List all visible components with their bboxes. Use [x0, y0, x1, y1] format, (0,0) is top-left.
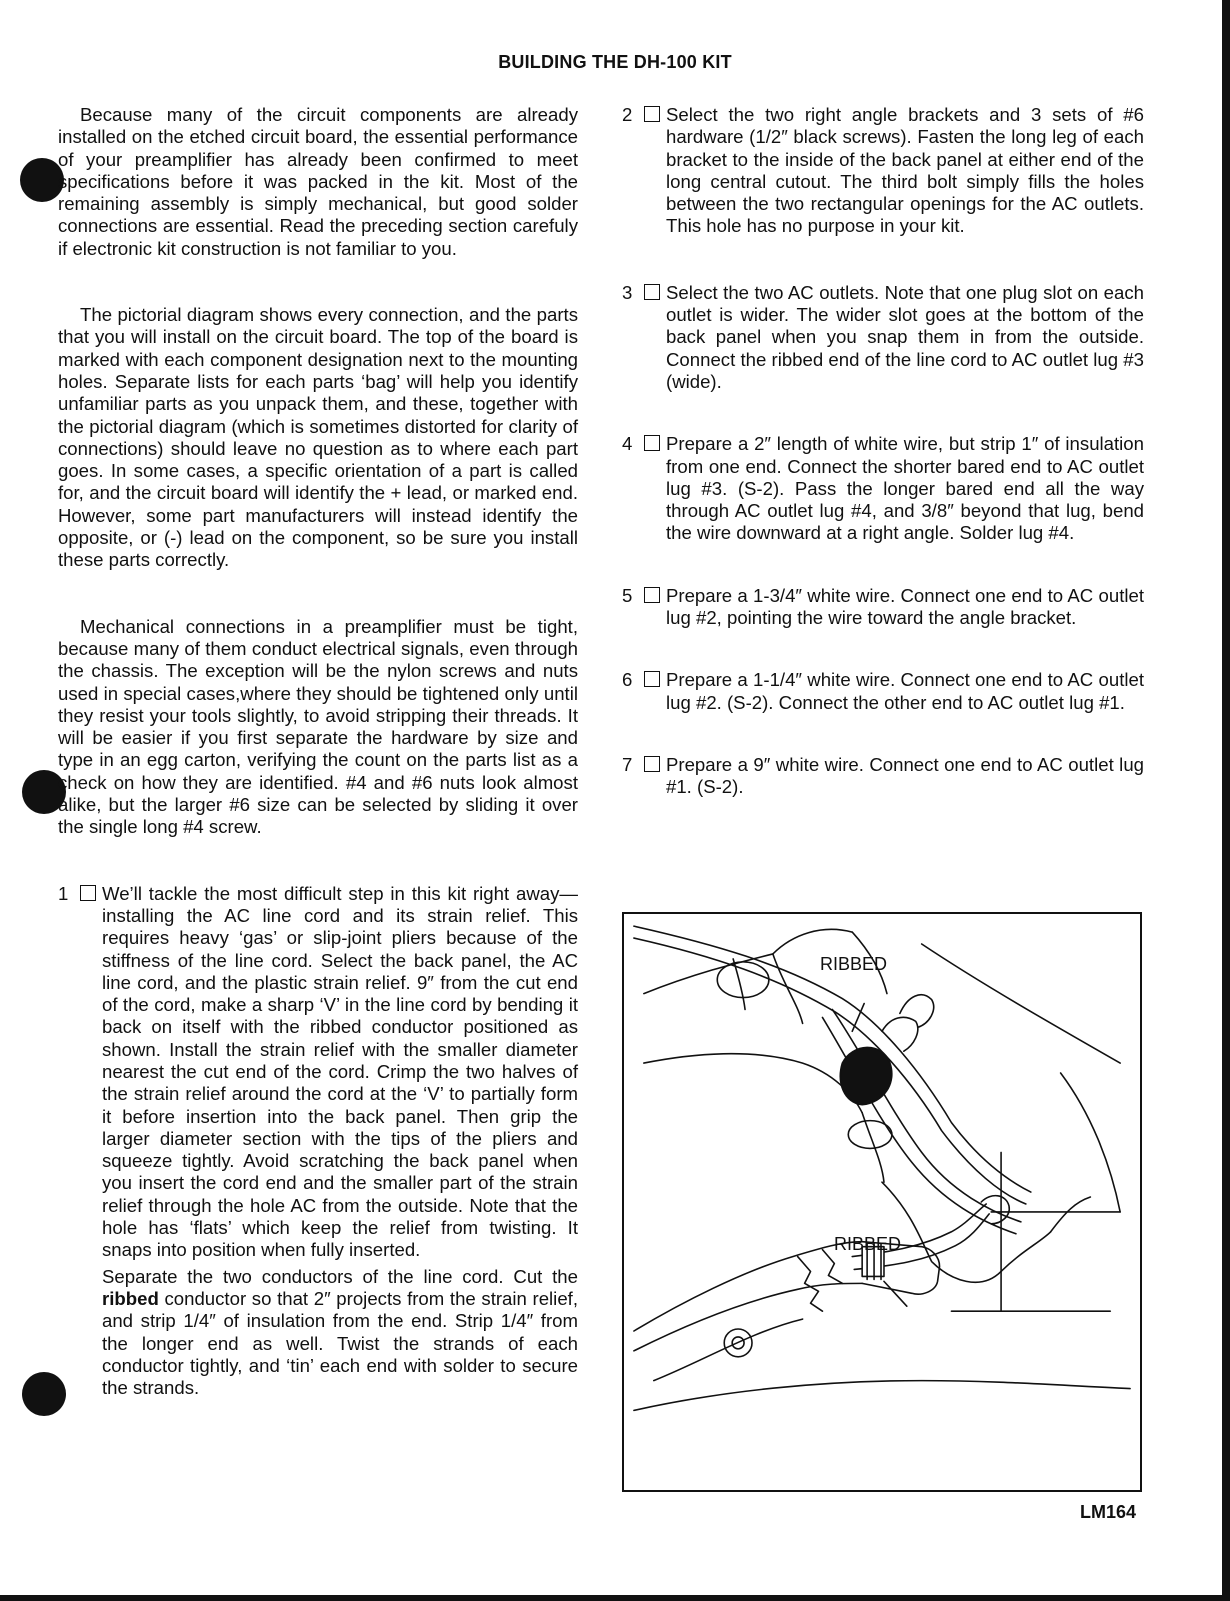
label-ribbed-bottom: RIBBED [834, 1234, 902, 1254]
step-checkbox[interactable] [644, 587, 660, 603]
step-number: 7 [622, 753, 633, 775]
step-5-text: Prepare a 1-3/4″ white wire. Connect one end to AC outlet lug #2, pointing the wire toward the angle bracket. [666, 584, 1144, 629]
page-title: BUILDING THE DH-100 KIT [498, 52, 732, 72]
step-number: 5 [622, 584, 633, 606]
step-number: 1 [58, 882, 69, 904]
step-4 [622, 433, 1144, 544]
step-3-text: Select the two AC outlets. Note that one plug slot on each outlet is wider. The wider slot goes at the bottom of the back panel when you snap them in from the outside. Connect the ribbed end of the line cord to AC outlet lug #3 (wide). [666, 281, 1144, 392]
step-5 [622, 585, 1144, 630]
step-3 [622, 282, 1144, 393]
step-7-text: Prepare a 9″ white wire. Connect one end to AC outlet lug #1. (S-2). [666, 753, 1144, 798]
step-7 [622, 754, 1144, 799]
step-2 [622, 104, 1144, 238]
step-checkbox[interactable] [644, 284, 660, 300]
left-column [58, 104, 578, 1399]
page-edge-bottom [0, 1595, 1230, 1601]
step-1-text-continued: Separate the two conductors of the line cord. Cut the ribbed conductor so that 2″ projects from the strain relief, and strip 1/4″ of insulation from the end. Strip 1/4″ from the longer end as well. Twist the strands of each conductor tightly, and ‘tin’ each end with solder to secure the strands. [102, 1265, 578, 1399]
ribbed-emphasis: ribbed [102, 1287, 159, 1309]
step-6-text: Prepare a 1-1/4″ white wire. Connect one end to AC outlet lug #2. (S-2). Connect the other end to AC outlet lug #1. [666, 669, 1144, 713]
label-ribbed-top: RIBBED [820, 954, 888, 974]
step-number: 6 [622, 669, 633, 691]
step-1 [58, 883, 578, 1400]
intro-paragraph-3: Mechanical connections in a preamplifier must be tight, because many of them conduct electrical signals, even through the chassis. The exception will be the nylon screws and nuts used in special cases,where they should be tightened only until they resist your tools slightly, to avoid stripping their threads. It will be easier if you first separate the hardware by size and type in an egg carton, verifying the count on the parts list as a check on how they are identified. #4 and #6 nuts look almost alike, but the larger #6 size can be selected by sliding it over the single long #4 screw. [58, 615, 578, 838]
line-drawing [624, 914, 1140, 1490]
step-checkbox[interactable] [644, 756, 660, 772]
right-column [622, 104, 1144, 799]
step-checkbox[interactable] [644, 671, 660, 687]
step-checkbox[interactable] [644, 435, 660, 451]
step-6 [622, 669, 1144, 714]
step-number: 4 [622, 433, 633, 455]
intro-paragraph-2: The pictorial diagram shows every connection, and the parts that you will install on the circuit board. The top of the board is marked with each component designation next to the mounting holes. Separate lists for each parts ‘bag’ will help you identify unfamiliar parts as you unpack them, and these, together with the pictorial diagram (which is sometimes distorted for clarity of connections) should leave no question as to where each part goes. In some cases, a specific orientation of a part is called for, and the circuit board will identify the + lead, or marked end. However, some part manufacturers will instead identify the opposite, or (-) lead on the component, so be sure you install these parts correctly. [58, 304, 578, 571]
intro-paragraph-1: Because many of the circuit components are already installed on the etched circuit board, the essential performance of your preamplifier has already been confirmed to meet specifications before it was packed in the kit. Most of the remaining assembly is simply mechanical, but good solder connections are essential. Read the preceding section carefuly if electronic kit construction is not familiar to you. [58, 104, 578, 259]
step-1-text: We’ll tackle the most difficult step in this kit right away—installing the AC line cord and its strain relief. This requires heavy ‘gas’ or slip-joint pliers because of the stiffness of the line cord. Select the back panel, the AC line cord, and the plastic strain relief. 9″ from the cut end of the cord, make a sharp ‘V’ in the line cord by bending it back on itself with the ribbed conductor positioned as shown. Install the strain relief with the smaller diameter nearest the cut end of the cord. Crimp the two halves of the strain relief around the cord at the ‘V’ to partially form it before insertion into the back panel. Then grip the larger diameter section with the tips of the pliers and squeeze tightly. Avoid scratching the back panel when you insert the cord end and the smaller part of the strain relief through the hole AC from the outside. Note that the hole has ‘flats’ which keep the relief from twisting. It snaps into position when fully inserted. [102, 882, 578, 1261]
step-checkbox[interactable] [644, 106, 660, 122]
step-number: 2 [622, 104, 633, 125]
step-checkbox[interactable] [80, 885, 96, 901]
strain-relief-illustration [622, 912, 1142, 1492]
step-2-text: Select the two right angle brackets and 3 sets of #6 hardware (1/2″ black screws). Fasten the long leg of each bracket to the inside of the back panel at either end of the long central cutout. The third bolt simply fills the holes between the two rectangular openings for the AC outlets. This hole has no purpose in your kit. [666, 104, 1144, 237]
step-4-text: Prepare a 2″ length of white wire, but strip 1″ of insulation from one end. Connect the shorter bared end to AC outlet lug #3. (S-2). Pass the longer bared end all the way through AC outlet lug #4, and 3/8″ beyond that lug, bend the wire downward at a right angle. Solder lug #4. [666, 433, 1144, 544]
page-edge-right [1222, 0, 1230, 1601]
figure-code: LM164 [1080, 1502, 1137, 1522]
step-number: 3 [622, 281, 633, 303]
